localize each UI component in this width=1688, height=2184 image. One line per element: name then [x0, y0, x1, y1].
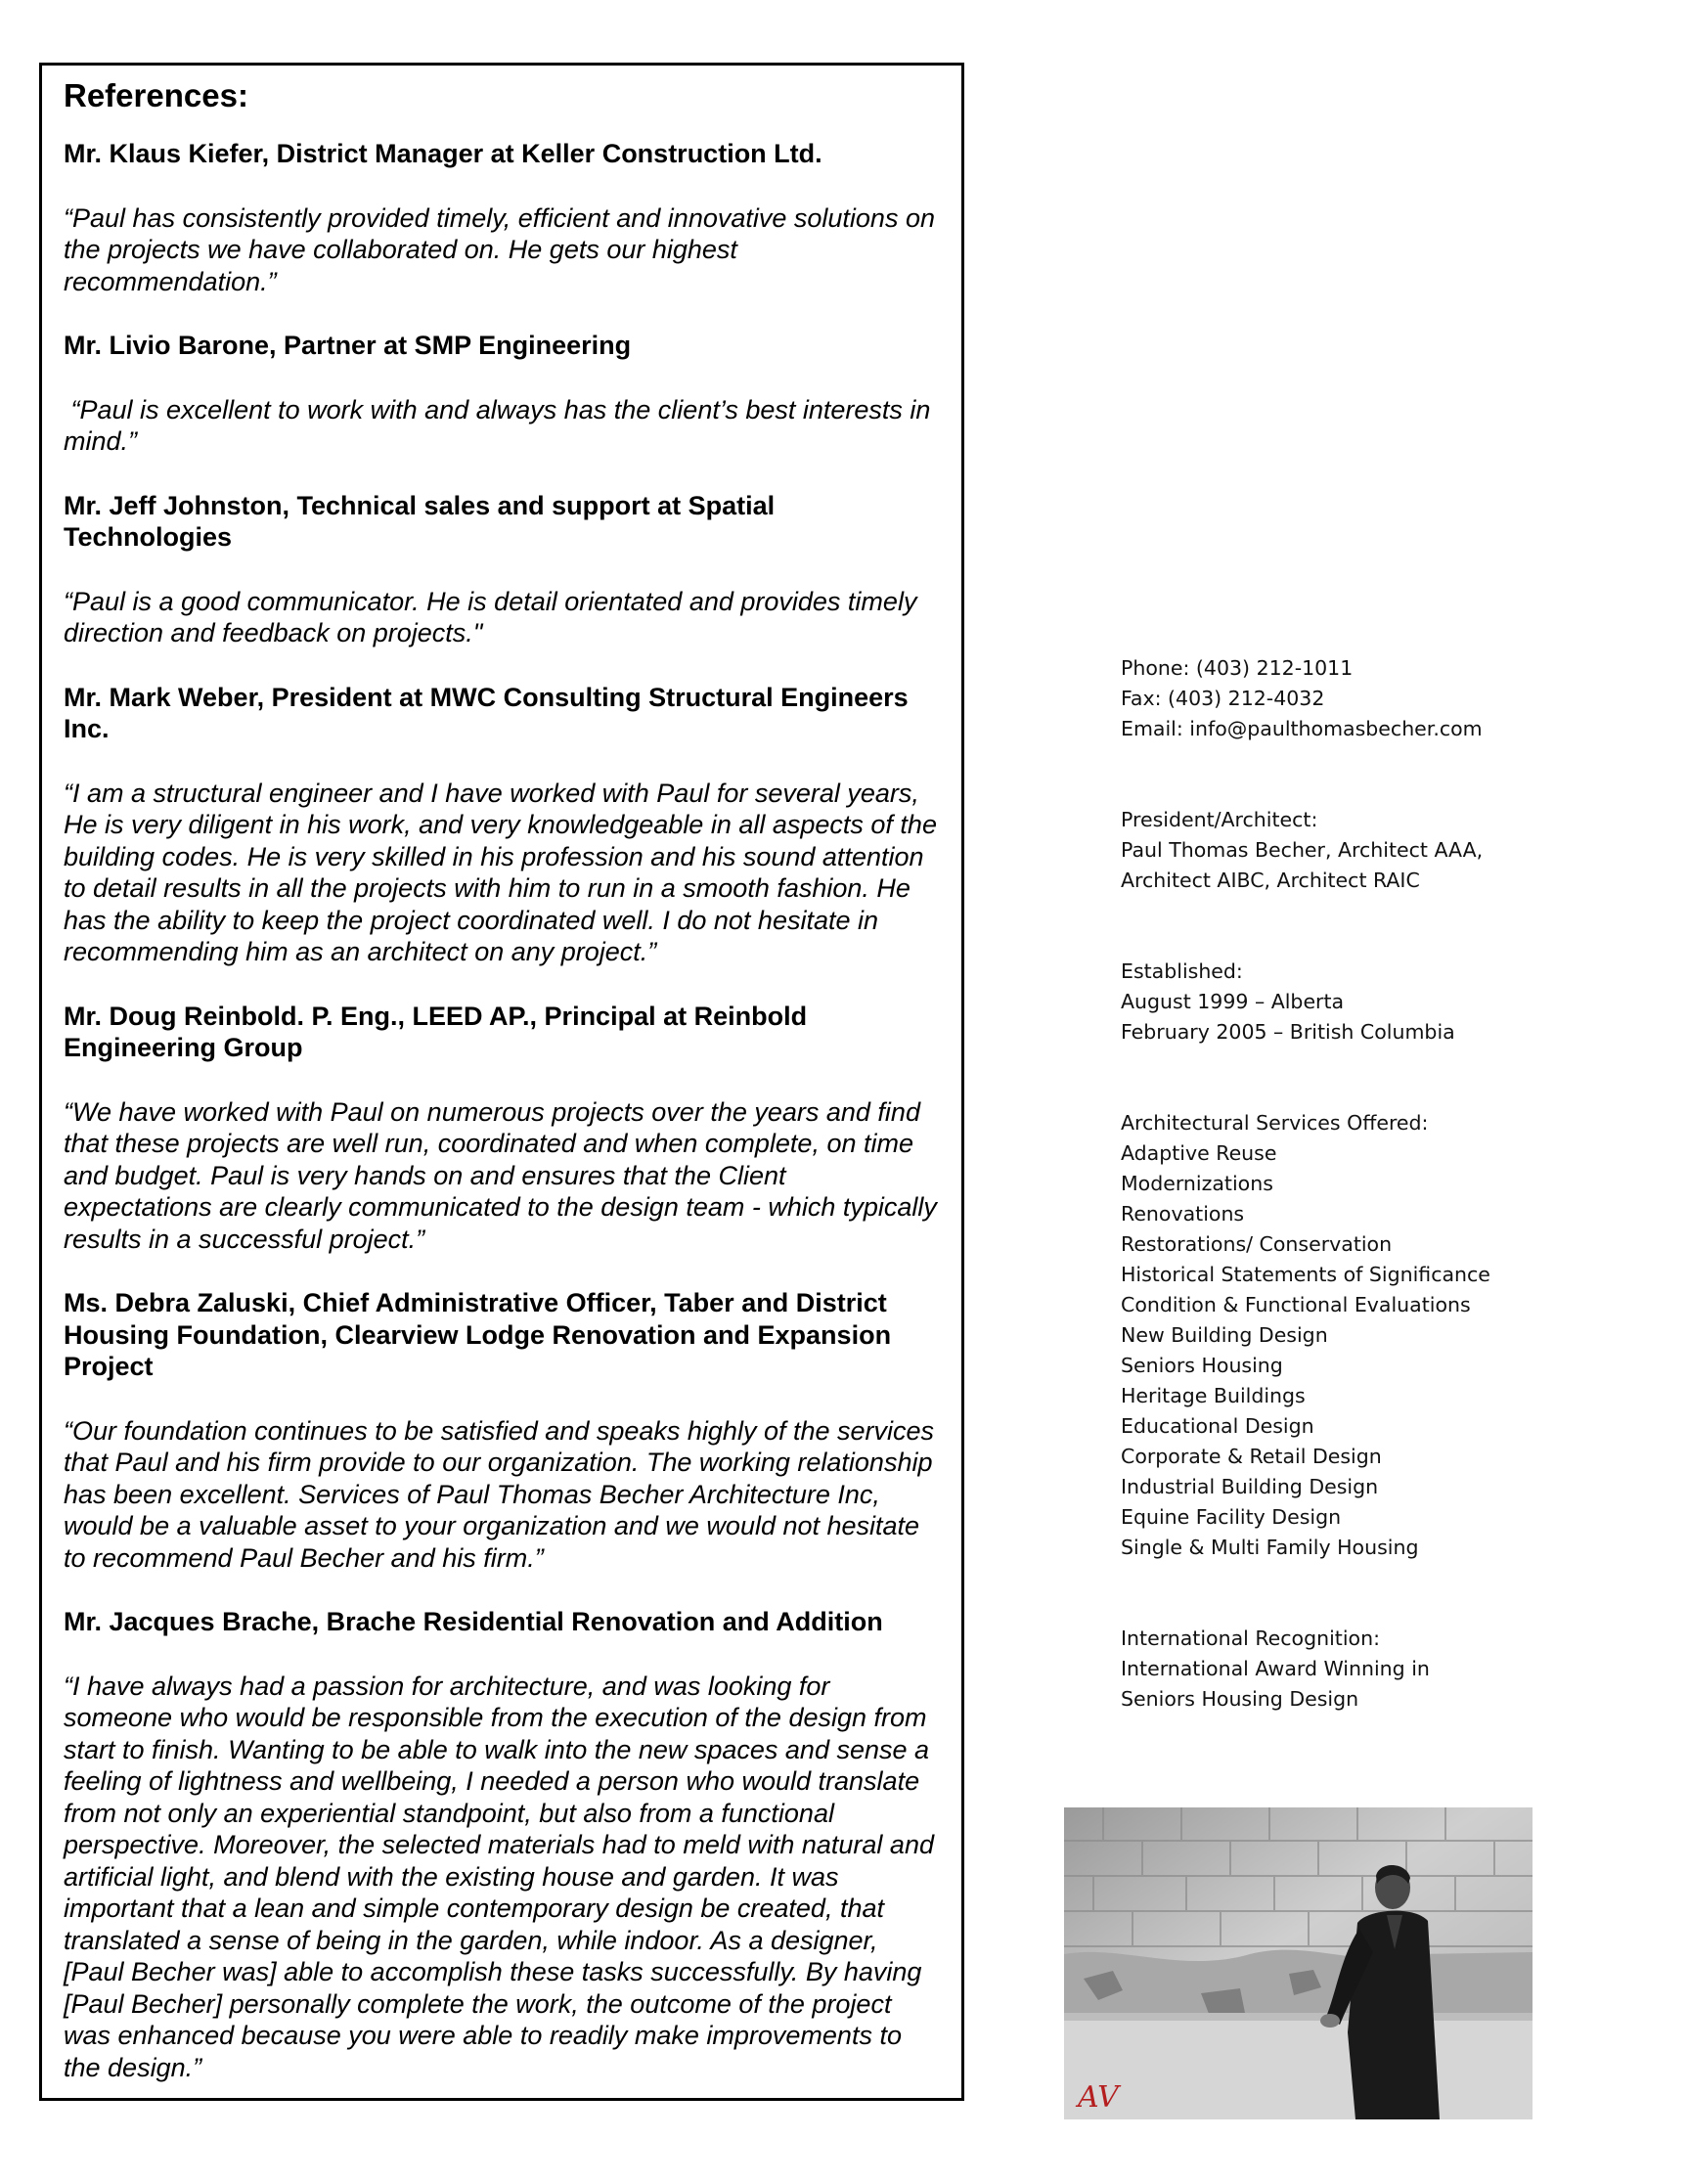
service-item: Restorations/ Conservation	[1121, 1232, 1393, 1256]
reference-name: Ms. Debra Zaluski, Chief Administrative Officer, Taber and District Housing Foundation, Clearview Lodge Renovation and Expansion Project	[64, 1288, 892, 1381]
service-item: Single & Multi Family Housing	[1121, 1536, 1419, 1559]
established-line: August 1999 – Alberta	[1121, 990, 1345, 1013]
reference-quote: “Paul has consistently provided timely, efficient and innovative solutions on the projects we have collaborated on. He gets our highest recommendation.”	[64, 202, 935, 296]
reference-quote: “Our foundation continues to be satisfied and speaks highly of the services that Paul and his firm provide to our organization. The working relationship has been excellent. Services of Paul Thomas Becher Architecture Inc, would be a valuable asset to your organization and we would not hesitate to recommend Paul Becher and his firm.”	[64, 1415, 935, 1573]
service-item: Industrial Building Design	[1121, 1475, 1379, 1498]
president-label: President/Architect:	[1121, 808, 1318, 831]
president-line: Paul Thomas Becher, Architect AAA,	[1121, 838, 1484, 862]
recognition-line: International Award Winning in	[1121, 1657, 1430, 1680]
services-label: Architectural Services Offered:	[1121, 1111, 1429, 1135]
service-item: Corporate & Retail Design	[1121, 1445, 1382, 1468]
recognition-line: Seniors Housing Design	[1121, 1687, 1359, 1711]
reference-name: Mr. Livio Barone, Partner at SMP Engineering	[64, 331, 632, 360]
reference-quote: “Paul is excellent to work with and always has the client’s best interests in mind.”	[64, 394, 938, 456]
reference-name: Mr. Jeff Johnston, Technical sales and support at Spatial Technologies	[64, 490, 776, 552]
reference-quote: “Paul is a good communicator. He is detail orientated and provides timely direction and feedback on projects."	[64, 586, 917, 647]
photo-monogram: AV	[1078, 2080, 1119, 2115]
service-item: Educational Design	[1121, 1414, 1314, 1438]
fax-text: Fax: (403) 212-4032	[1121, 687, 1325, 710]
president-block	[1121, 805, 1629, 896]
service-item: Seniors Housing	[1121, 1354, 1283, 1377]
references-title: References:	[64, 77, 248, 113]
service-item: Renovations	[1121, 1202, 1245, 1226]
company-info	[1121, 653, 1629, 1775]
recognition-label: International Recognition:	[1121, 1627, 1380, 1650]
service-item: Adaptive Reuse	[1121, 1141, 1277, 1165]
architect-photo	[1064, 1807, 1533, 2119]
reference-name: Mr. Mark Weber, President at MWC Consulting Structural Engineers Inc.	[64, 682, 909, 743]
service-item: Modernizations	[1121, 1172, 1273, 1195]
recognition-block	[1121, 1624, 1629, 1715]
reference-quote: “I have always had a passion for architecture, and was looking for someone who would be responsible from the execution of the design from start to finish. Wanting to be able to walk into the new spaces and sense a feeling of lightness and wellbeing, I needed a person who would translate from not only an experiential standpoint, but also from a functional perspective. Moreover, the selected materials had to meld with natural and artificial light, and blend with the existing house and garden. It was important that a lean and simple contemporary design be created, that translated a sense of being in the garden, while indoor. As a designer, [Paul Becher was] able to accomplish these tasks successfully. By having [Paul Becher] personally complete the work, the outcome of the project was enhanced because you were able to readily make improvements to the design.”	[64, 1671, 934, 2082]
president-line: Architect AIBC, Architect RAIC	[1121, 869, 1420, 892]
established-label: Established:	[1121, 959, 1243, 983]
service-item: New Building Design	[1121, 1323, 1328, 1347]
reference-quote: “I am a structural engineer and I have worked with Paul for several years, He is very diligent in his work, and very knowledgeable in all aspects of the building codes. He is very skilled in his profession and his sound attention to detail results in all the projects with him to run in a smooth fashion. He has the ability to keep the project coordinated well. I do not hesitate in recommending him as an architect on any project.”	[64, 778, 937, 966]
reference-quote: “We have worked with Paul on numerous projects over the years and find that these projects are well run, coordinated and when complete, on time and budget. Paul is very hands on and ensures that the Client expectations are clearly communicated to the design team - which typically results in a successful project.”	[64, 1096, 937, 1254]
email-text: Email: info@paulthomasbecher.com	[1121, 717, 1483, 740]
reference-name: Mr. Klaus Kiefer, District Manager at Keller Construction Ltd.	[64, 139, 822, 168]
contact-block	[1121, 653, 1629, 744]
established-line: February 2005 – British Columbia	[1121, 1020, 1455, 1044]
service-item: Condition & Functional Evaluations	[1121, 1293, 1471, 1316]
services-block	[1121, 1108, 1629, 1563]
references-box	[39, 63, 964, 2101]
established-block	[1121, 957, 1629, 1047]
reference-name: Mr. Doug Reinbold. P. Eng., LEED AP., Principal at Reinbold Engineering Group	[64, 1001, 808, 1062]
service-item: Heritage Buildings	[1121, 1384, 1306, 1407]
reference-name: Mr. Jacques Brache, Brache Residential Renovation and Addition	[64, 1607, 883, 1636]
phone-text: Phone: (403) 212-1011	[1121, 656, 1354, 680]
service-item: Equine Facility Design	[1121, 1505, 1342, 1529]
service-item: Historical Statements of Significance	[1121, 1263, 1490, 1286]
